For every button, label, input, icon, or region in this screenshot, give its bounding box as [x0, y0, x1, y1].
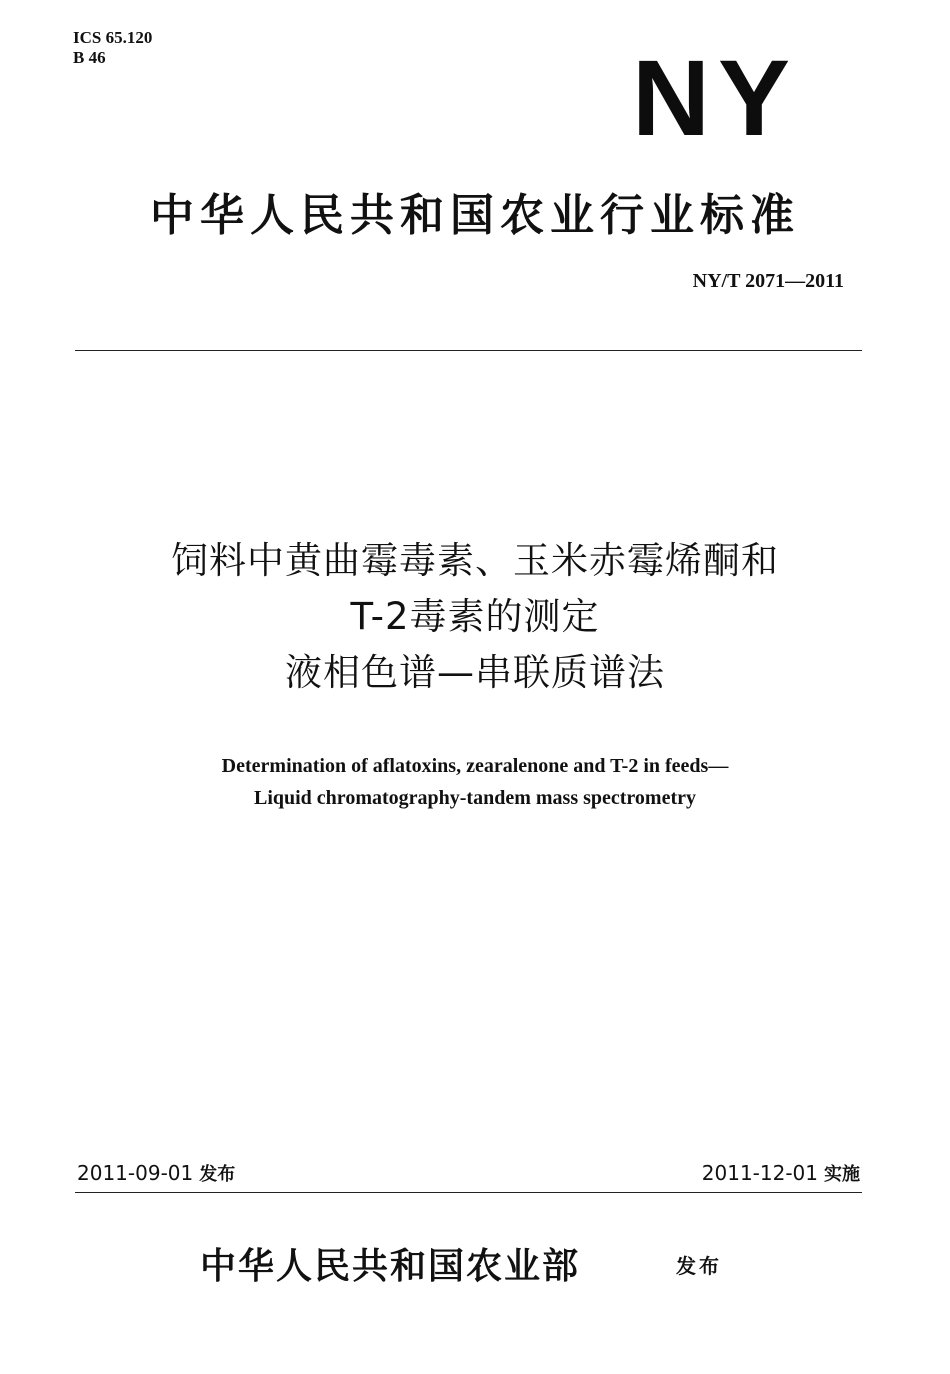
chinese-title-line-2: T-2毒素的测定	[350, 595, 600, 638]
standard-number: NY/T 2071—2011	[692, 270, 844, 292]
ics-block	[73, 28, 152, 68]
chinese-title-line-1: 饲料中黄曲霉毒素、玉米赤霉烯酮和	[171, 539, 779, 582]
bottom-divider	[75, 1192, 862, 1193]
english-title-line-2: Liquid chromatography-tandem mass spectrometry	[253, 787, 697, 809]
english-title	[60, 750, 890, 814]
ics-code: ICS 65.120	[73, 28, 153, 47]
top-divider	[75, 350, 862, 351]
publish-label: 发布	[676, 1254, 722, 1278]
chinese-title-line-3: 液相色谱—串联质谱法	[285, 651, 665, 694]
issue-date: 2011-09-01	[77, 1161, 194, 1185]
english-title-line-1: Determination of aflatoxins, zearalenone and T-2 in feeds—	[221, 755, 729, 777]
ny-logo: NY	[632, 37, 799, 158]
publisher-name: 中华人民共和国农业部	[200, 1245, 581, 1287]
implement-date: 2011-12-01	[701, 1161, 818, 1185]
chinese-title	[60, 533, 890, 701]
implement-label: 实施	[824, 1164, 860, 1185]
classification-code: B 46	[73, 48, 106, 67]
issue-date-block	[77, 1160, 235, 1186]
issue-label: 发布	[199, 1164, 236, 1185]
standard-title: 中华人民共和国农业行业标准	[150, 190, 800, 241]
implement-date-block	[702, 1160, 860, 1186]
